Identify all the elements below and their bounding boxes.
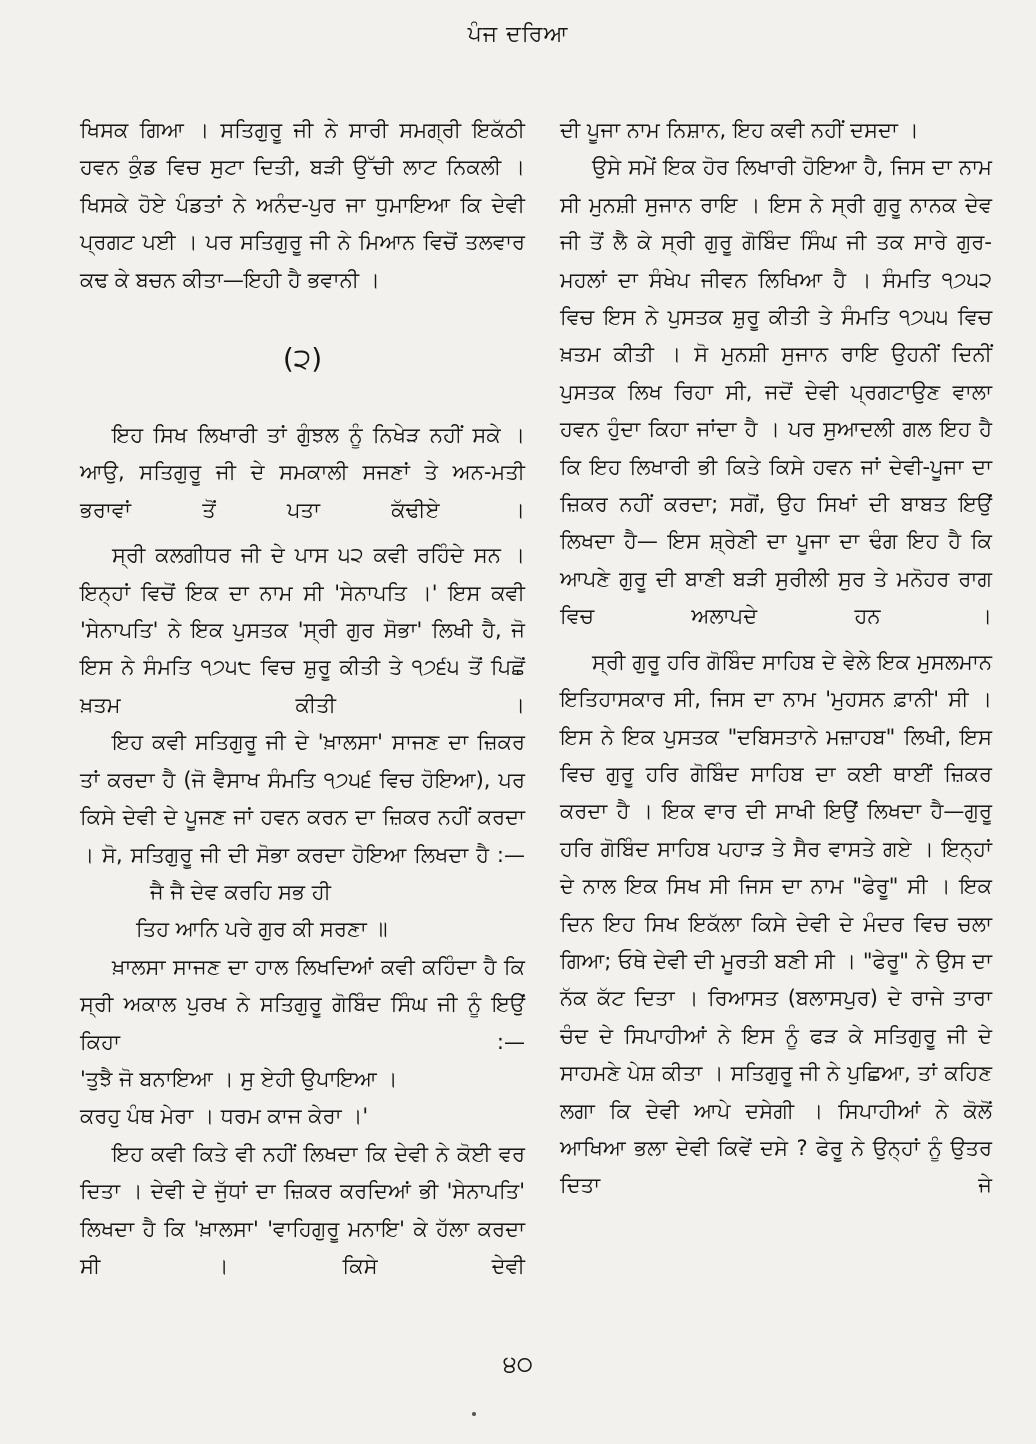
page-number: ੪੦ <box>503 1350 533 1378</box>
paragraph: ਇਹ ਕਵੀ ਕਿਤੇ ਵੀ ਨਹੀਂ ਲਿਖਦਾ ਕਿ ਦੇਵੀ ਨੇ ਕੋਈ ਵਰ ਦਿਤਾ । ਦੇਵੀ ਦੇ ਜੁੱਧਾਂ ਦਾ ਜ਼ਿਕਰ ਕਰਦਿਆਂ ਭੀ 'ਸੇਨਾਪਤਿ' ਲਿਖਦਾ ਹੈ ਕਿ 'ਖ਼ਾਲਸਾ' 'ਵਾਹਿਗੁਰੂ ਮਨਾਇ' ਕੇ ਹੱਲਾ ਕਰਦਾ ਸੀ । ਕਿਸੇ ਦੇਵੀ <box>80 1141 525 1278</box>
paragraph: ਸ੍ਰੀ ਗੁਰੂ ਹਰਿ ਗੋਬਿੰਦ ਸਾਹਿਬ ਦੇ ਵੇਲੇ ਇਕ ਮੁਸਲਮਾਨ ਇਤਿਹਾਸਕਾਰ ਸੀ, ਜਿਸ ਦਾ ਨਾਮ 'ਮੁਹਸਨ ਫ਼ਾਨੀ' ਸੀ । ਇਸ ਨੇ ਇਕ ਪੁਸਤਕ "ਦਬਿਸਤਾਨੇ ਮਜ਼ਾਹਬ" ਲਿਖੀ, ਇਸ ਵਿਚ ਗੁਰੂ ਹਰਿ ਗੋਬਿੰਦ ਸਾਹਿਬ ਦਾ ਕਈ ਥਾਈਂ ਜ਼ਿਕਰ ਕਰਦਾ ਹੈ । ਇਕ ਵਾਰ ਦੀ ਸਾਖੀ ਇਉਂ ਲਿਖਦਾ ਹੈ—ਗੁਰੂ ਹਰਿ ਗੋਬਿੰਦ ਸਾਹਿਬ ਪਹਾੜ ਤੇ ਸੈਰ ਵਾਸਤੇ ਗਏ । ਇਨ੍ਹਾਂ ਦੇ ਨਾਲ ਇਕ ਸਿਖ ਸੀ ਜਿਸ ਦਾ ਨਾਮ "ਫੇਰੂ" ਸੀ । ਇਕ ਦਿਨ ਇਹ ਸਿਖ ਇਕੱਲਾ ਕਿਸੇ ਦੇਵੀ ਦੇ ਮੰਦਰ ਵਿਚ ਚਲਾ ਗਿਆ; ਓਥੇ ਦੇਵੀ ਦੀ ਮੂਰਤੀ ਬਣੀ ਸੀ । "ਫੇਰੂ" ਨੇ ਉਸ ਦਾ ਨੱਕ ਕੱਟ ਦਿਤਾ । ਰਿਆਸਤ (ਬਲਾਸਪੁਰ) ਦੇ ਰਾਜੇ ਤਾਰਾ ਚੰਦ ਦੇ ਸਿਪਾਹੀਆਂ ਨੇ ਇਸ ਨੂੰ ਫੜ ਕੇ ਸਤਿਗੁਰੂ ਜੀ ਦੇ ਸਾਹਮਣੇ ਪੇਸ਼ ਕੀਤਾ । ਸਤਿਗੁਰੂ ਜੀ ਨੇ ਪੁਛਿਆ, ਤਾਂ ਕਹਿਣ ਲਗਾ ਕਿ ਦੇਵੀ ਆਪੇ ਦਸੇਗੀ । ਸਿਪਾਹੀਆਂ ਨੇ ਕੋਲੋਂ ਆਖਿਆ ਭਲਾ ਦੇਵੀ ਕਿਵੇਂ ਦਸੇ ? ਫੇਰੂ ਨੇ ਉਨ੍ਹਾਂ ਨੂੰ ਉਤਰ ਦਿਤਾ ਜੇ <box>560 649 992 1198</box>
paragraph: ਇਹ ਸਿਖ ਲਿਖਾਰੀ ਤਾਂ ਗੁੰਝਲ ਨੂੰ ਨਿਖੇੜ ਨਹੀਂ ਸਕੇ । ਆਉ, ਸਤਿਗੁਰੂ ਜੀ ਦੇ ਸਮਕਾਲੀ ਸਜਣਾਂ ਤੇ ਅਨ-ਮਤੀ ਭਰਾਵਾਂ ਤੋਂ ਪਤਾ ਕੱਢੀਏ । <box>80 423 525 522</box>
paragraph: ਸ੍ਰੀ ਕਲਗੀਧਰ ਜੀ ਦੇ ਪਾਸ ੫੨ ਕਵੀ ਰਹਿੰਦੇ ਸਨ । ਇਨ੍ਹਾਂ ਵਿਚੋਂ ਇਕ ਦਾ ਨਾਮ ਸੀ 'ਸੇਨਾਪਤਿ ।' ਇਸ ਕਵੀ 'ਸੇਨਾਪਤਿ' ਨੇ ਇਕ ਪੁਸਤਕ 'ਸ੍ਰੀ ਗੁਰ ਸੋਭਾ' ਲਿਖੀ ਹੈ, ਜੋ ਇਸ ਨੇ ਸੰਮਤਿ ੧੭੫੮ ਵਿਚ ਸ਼ੁਰੂ ਕੀਤੀ ਤੇ ੧੭੬੫ ਤੋਂ ਪਿਛੋਂ ਖ਼ਤਮ ਕੀਤੀ । <box>80 543 525 717</box>
verse-line: ਜੈ ਜੈ ਦੇਵ ਕਰਹਿ ਸਭ ਹੀ <box>150 879 331 904</box>
spacer <box>80 529 525 537</box>
paragraph: ਉਸੇ ਸਮੇਂ ਇਕ ਹੋਰ ਲਿਖਾਰੀ ਹੋਇਆ ਹੈ, ਜਿਸ ਦਾ ਨਾਮ ਸੀ ਮੁਨਸ਼ੀ ਸੁਜਾਨ ਰਾਇ । ਇਸ ਨੇ ਸ੍ਰੀ ਗੁਰੂ ਨਾਨਕ ਦੇਵ ਜੀ ਤੋਂ ਲੈ ਕੇ ਸ੍ਰੀ ਗੁਰੂ ਗੋਬਿੰਦ ਸਿੰਘ ਜੀ ਤਕ ਸਾਰੇ ਗੁਰ-ਮਹਲਾਂ ਦਾ ਸੰਖੇਪ ਜੀਵਨ ਲਿਖਿਆ ਹੈ । ਸੰਮਤਿ ੧੭੫੨ ਵਿਚ ਇਸ ਨੇ ਪੁਸਤਕ ਸ਼ੁਰੂ ਕੀਤੀ ਤੇ ਸੰਮਤਿ ੧੭੫੫ ਵਿਚ ਖ਼ਤਮ ਕੀਤੀ । ਸੋ ਮੁਨਸ਼ੀ ਸੁਜਾਨ ਰਾਇ ਉਹਨੀਂ ਦਿਨੀਂ ਪੁਸਤਕ ਲਿਖ ਰਿਹਾ ਸੀ, ਜਦੋਂ ਦੇਵੀ ਪ੍ਰਗਟਾਉਣ ਵਾਲਾ ਹਵਨ ਹੁੰਦਾ ਕਿਹਾ ਜਾਂਦਾ ਹੈ । ਪਰ ਸੁਆਦਲੀ ਗਲ ਇਹ ਹੈ ਕਿ ਇਹ ਲਿਖਾਰੀ ਭੀ ਕਿਤੇ ਕਿਸੇ ਹਵਨ ਜਾਂ ਦੇਵੀ-ਪੂਜਾ ਦਾ ਜ਼ਿਕਰ ਨਹੀਂ ਕਰਦਾ; ਸਗੋਂ, ਉਹ ਸਿਖਾਂ ਦੀ ਬਾਬਤ ਇਉਂ ਲਿਖਦਾ ਹੈ— ਇਸ ਸ਼੍ਰੇਣੀ ਦਾ ਪੂਜਾ ਦਾ ਢੰਗ ਇਹ ਹੈ ਕਿ ਆਪਣੇ ਗੁਰੂ ਦੀ ਬਾਣੀ ਬੜੀ ਸੁਰੀਲੀ ਸੁਰ ਤੇ ਮਨੋਹਰ ਰਾਗ ਵਿਚ ਅਲਾਪਦੇ ਹਨ । <box>560 155 992 629</box>
paragraph: ਖ਼ਾਲਸਾ ਸਾਜਣ ਦਾ ਹਾਲ ਲਿਖਦਿਆਂ ਕਵੀ ਕਹਿੰਦਾ ਹੈ ਕਿ ਸ੍ਰੀ ਅਕਾਲ ਪੁਰਖ ਨੇ ਸਤਿਗੁਰੂ ਗੋਬਿੰਦ ਸਿੰਘ ਜੀ ਨੂੰ ਇਉਂ ਕਿਹਾ :— <box>80 954 525 1054</box>
verse-line: 'ਤੁਝੈ ਜੋ ਬਨਾਇਆ । ਸੁ ਏਹੀ ਉਪਾਇਆ । <box>80 1066 398 1091</box>
left-column <box>80 112 525 1285</box>
paragraph: ਦੀ ਪੂਜਾ ਨਾਮ ਨਿਸ਼ਾਨ, ਇਹ ਕਵੀ ਨਹੀਂ ਦਸਦਾ । <box>560 118 919 142</box>
paragraph: ਖਿਸਕ ਗਿਆ । ਸਤਿਗੁਰੂ ਜੀ ਨੇ ਸਾਰੀ ਸਮਗ੍ਰੀ ਇਕੱਠੀ ਹਵਨ ਕੁੰਡ ਵਿਚ ਸੁਟਾ ਦਿਤੀ, ਬੜੀ ਉੱਚੀ ਲਾਟ ਨਿਕਲੀ । ਖਿਸਕੇ ਹੋਏ ਪੰਡਤਾਂ ਨੇ ਅਨੰਦ-ਪੁਰ ਜਾ ਧੁਮਾਇਆ ਕਿ ਦੇਵੀ ਪ੍ਰਗਟ ਪਈ । ਪਰ ਸਤਿਗੁਰੂ ਜੀ ਨੇ ਮਿਆਨ ਵਿਚੋਂ ਤਲਵਾਰ ਕਢ ਕੇ ਬਚਨ ਕੀਤਾ—ਇਹੀ ਹੈ ਭਵਾਨੀ । <box>80 118 525 292</box>
paragraph: ਇਹ ਕਵੀ ਸਤਿਗੁਰੂ ਜੀ ਦੇ 'ਖ਼ਾਲਸਾ' ਸਾਜਣ ਦਾ ਜ਼ਿਕਰ ਤਾਂ ਕਰਦਾ ਹੈ (ਜੋ ਵੈਸਾਖ ਸੰਮਤਿ ੧੭੫੬ ਵਿਚ ਹੋਇਆ), ਪਰ ਕਿਸੇ ਦੇਵੀ ਦੇ ਪੂਜਣ ਜਾਂ ਹਵਨ ਕਰਨ ਦਾ ਜ਼ਿਕਰ ਨਹੀਂ ਕਰਦਾ । ਸੋ, ਸਤਿਗੁਰੂ ਜੀ ਦੀ ਸੋਭਾ ਕਰਦਾ ਹੋਇਆ ਲਿਖਦਾ ਹੈ :— <box>80 730 525 867</box>
verse-line: ਤਿਹ ਆਨਿ ਪਰੇ ਗੁਰ ਕੀ ਸਰਣਾ ॥ <box>136 917 388 942</box>
right-column <box>560 112 992 1205</box>
section-number: (੨) <box>282 342 323 376</box>
running-header: ਪੰਜ ਦਰਿਆ <box>467 22 569 47</box>
scan-speck-icon <box>470 1410 478 1418</box>
spacer <box>560 636 992 644</box>
verse-line: ਕਰਹੁ ਪੰਥ ਮੇਰਾ । ਧਰਮ ਕਾਜ ਕੇਰਾ ।' <box>80 1104 369 1129</box>
